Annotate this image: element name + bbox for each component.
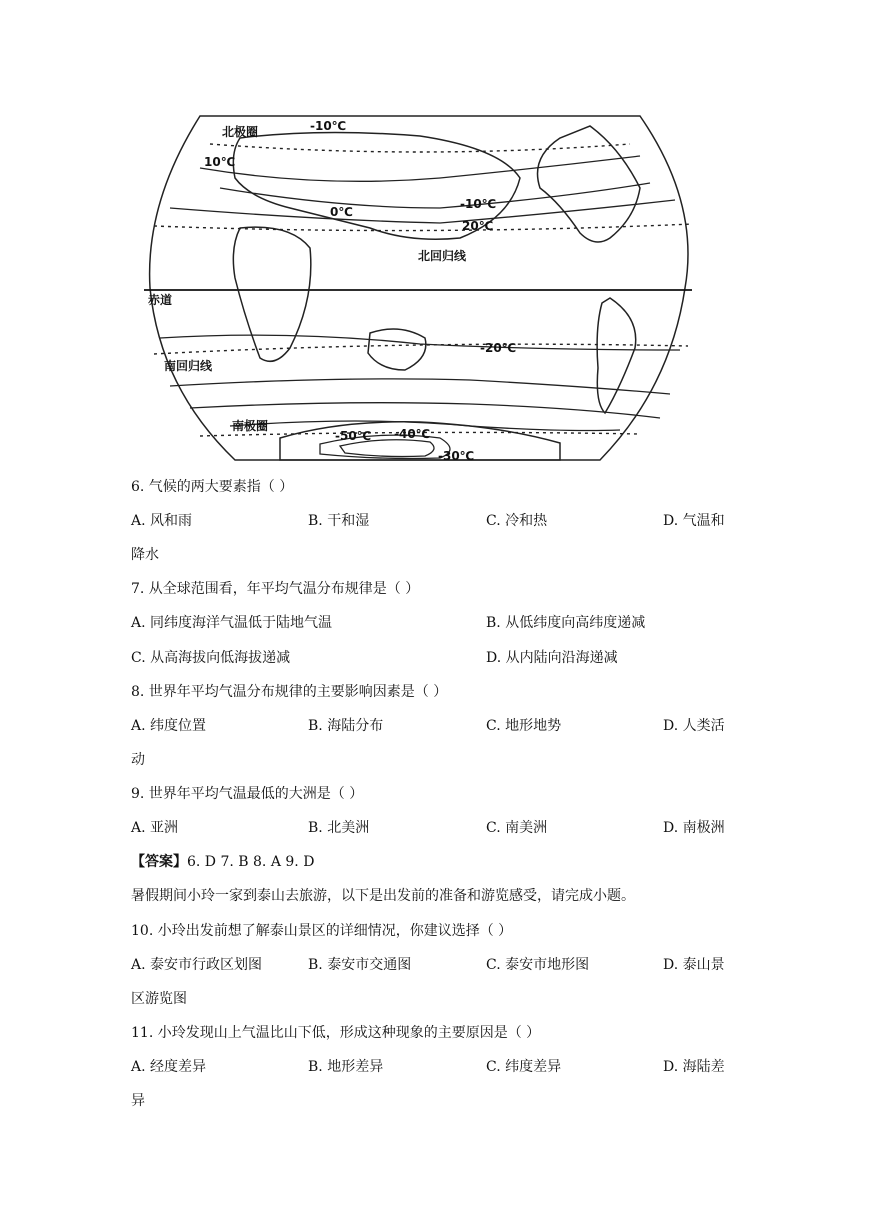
- isotherm-label-m30: -30℃: [438, 449, 475, 463]
- north-america-outline: [538, 126, 641, 242]
- question-7-option-b: B. 从低纬度向高纬度递减: [486, 615, 646, 631]
- question-9-option-a: A. 亚洲: [131, 820, 179, 836]
- question-6-option-d-wrap: 降水: [131, 547, 159, 563]
- passage-intro: 暑假期间小玲一家到泰山去旅游，以下是出发前的准备和游览感受，请完成小题。: [131, 888, 635, 904]
- isotherm-label-m20: -20℃: [480, 341, 517, 355]
- question-6-option-b: B. 干和湿: [308, 513, 370, 529]
- question-10-stem: 10. 小玲出发前想了解泰山景区的详细情况，你建议选择（ ）: [131, 923, 513, 939]
- tropic-capricorn-label: 南回归线: [164, 359, 213, 373]
- question-11-option-a: A. 经度差异: [131, 1059, 207, 1075]
- isotherm-20-north: [170, 200, 675, 223]
- tropic-cancer-label: 北回归线: [418, 249, 467, 263]
- isotherm-label-20: 20℃: [462, 219, 494, 233]
- question-10-option-c: C. 泰安市地形图: [486, 957, 590, 973]
- answer-values: 6. D 7. B 8. A 9. D: [187, 854, 315, 870]
- isotherm-map-svg: [140, 108, 696, 468]
- answer-key-label: 【答案】: [131, 854, 187, 870]
- question-8-option-d-wrap: 动: [131, 752, 145, 768]
- isotherm-label-m50: -50℃: [335, 429, 372, 443]
- question-6-option-c: C. 冷和热: [486, 513, 548, 529]
- question-11-option-d-wrap: 异: [131, 1093, 145, 1109]
- antarctic-circle-label: 南极圈: [232, 419, 269, 433]
- question-8-option-d: D. 人类活: [663, 718, 725, 734]
- question-8-option-b: B. 海陆分布: [308, 718, 384, 734]
- question-8-option-a: A. 纬度位置: [131, 718, 207, 734]
- question-9-stem: 9. 世界年平均气温最低的大洲是（ ）: [131, 786, 364, 802]
- question-7-option-d: D. 从内陆向沿海递减: [486, 650, 618, 666]
- isotherm-label-10: 10℃: [204, 155, 236, 169]
- isotherm-label-m40: -40℃: [394, 427, 431, 441]
- isotherm-label-0: 0℃: [330, 205, 353, 219]
- isotherm-0-north: [220, 183, 650, 208]
- question-10-option-a: A. 泰安市行政区划图: [131, 957, 263, 973]
- question-11-option-c: C. 纬度差异: [486, 1059, 562, 1075]
- question-8-stem: 8. 世界年平均气温分布规律的主要影响因素是（ ）: [131, 684, 448, 700]
- question-6-option-d: D. 气温和: [663, 513, 725, 529]
- question-6-option-a: A. 风和雨: [131, 513, 193, 529]
- africa-outline: [233, 227, 310, 361]
- question-10-option-b: B. 泰安市交通图: [308, 957, 412, 973]
- question-9-option-d: D. 南极洲: [663, 820, 725, 836]
- isotherm-20-south: [160, 335, 680, 350]
- question-7-option-c: C. 从高海拔向低海拔递减: [131, 650, 291, 666]
- answer-line: [131, 853, 314, 871]
- australia-outline: [368, 329, 426, 370]
- question-9-option-c: C. 南美洲: [486, 820, 548, 836]
- question-7-stem: 7. 从全球范围看，年平均气温分布规律是（ ）: [131, 581, 420, 597]
- question-11-option-b: B. 地形差异: [308, 1059, 384, 1075]
- question-8-option-c: C. 地形地势: [486, 718, 562, 734]
- isotherm-10-south: [170, 379, 670, 394]
- question-11-stem: 11. 小玲发现山上气温比山下低，形成这种现象的主要原因是（ ）: [131, 1025, 541, 1041]
- isotherm-label-m10: -10℃: [310, 119, 347, 133]
- question-9-option-b: B. 北美洲: [308, 820, 370, 836]
- question-10-option-d-wrap: 区游览图: [131, 991, 187, 1007]
- tropic-cancer-line: [154, 224, 692, 231]
- question-6-stem: 6. 气候的两大要素指（ ）: [131, 479, 294, 495]
- south-america-outline: [597, 298, 636, 413]
- isotherm-label-m10b: -10℃: [460, 197, 497, 211]
- arctic-circle-label: 北极圈: [222, 125, 259, 139]
- question-7-option-a: A. 同纬度海洋气温低于陆地气温: [131, 615, 333, 631]
- isotherm-0-south: [190, 403, 660, 418]
- question-10-option-d: D. 泰山景: [663, 957, 725, 973]
- question-11-option-d: D. 海陆差: [663, 1059, 725, 1075]
- arctic-circle-line: [210, 144, 630, 152]
- world-isotherm-map: [140, 108, 696, 468]
- isotherm-10-north: [200, 156, 640, 181]
- equator-label: 赤道: [148, 293, 173, 307]
